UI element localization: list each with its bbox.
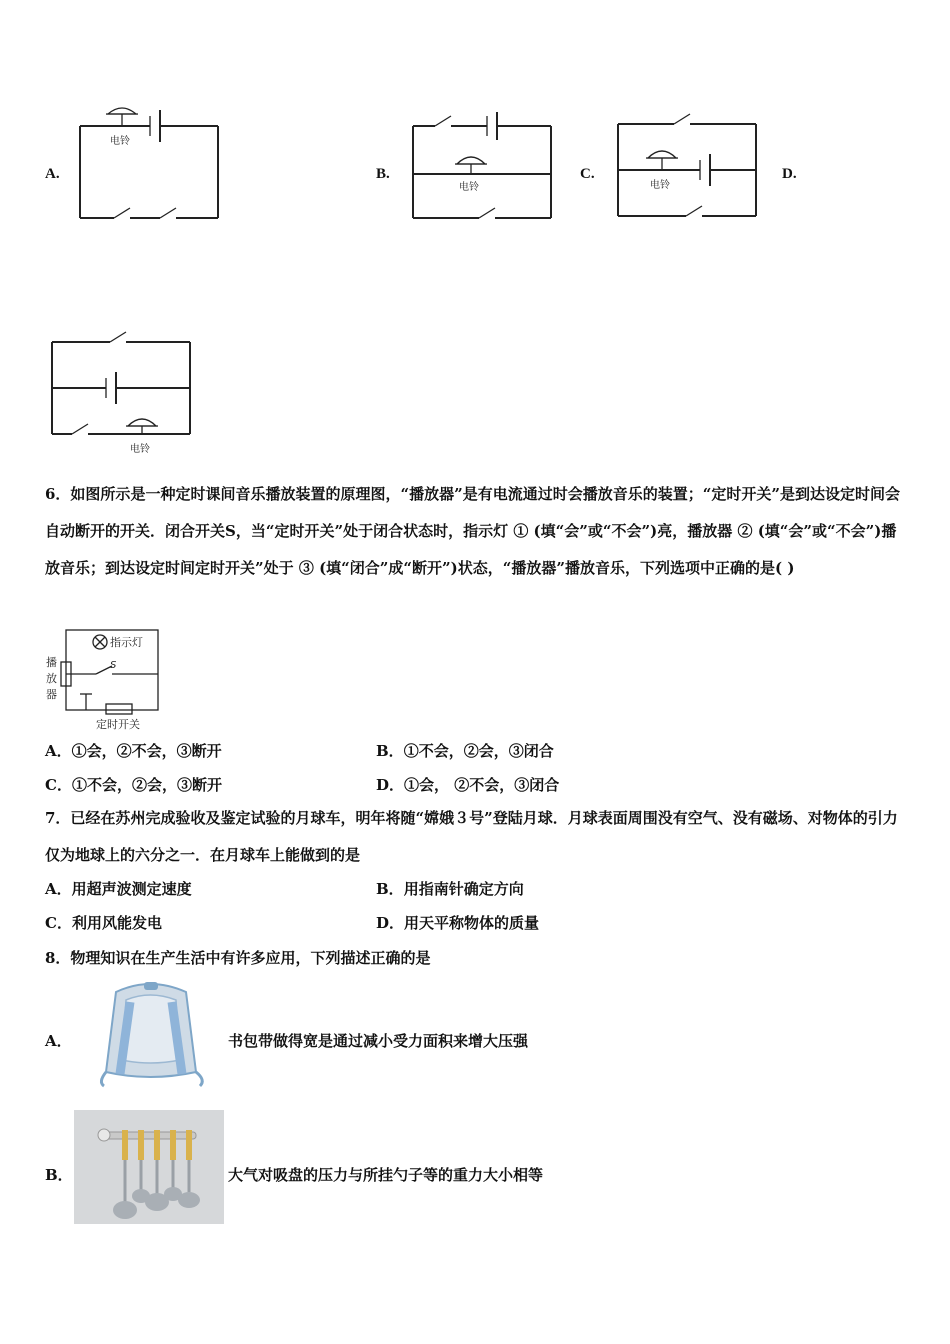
q7-option-d[interactable]: D．用天平称物体的质量 — [376, 914, 540, 932]
q6-option-a[interactable]: A．①会，②不会，③断开 — [45, 742, 222, 760]
indicator-label: 指示灯 — [110, 636, 143, 649]
bell-icon — [126, 419, 158, 434]
q7-option-a[interactable]: A．用超声波测定速度 — [45, 880, 192, 898]
bell-icon — [106, 108, 138, 126]
q8-option-a-text: 书包带做得宽是通过减小受力面积来增大压强 — [228, 1032, 529, 1050]
q7-option-c[interactable]: C．利用风能发电 — [45, 914, 162, 932]
timer-label: 定时开关 — [96, 718, 140, 731]
q6-question-text: 6．如图所示是一种定时课间音乐播放装置的原理图，“播放器”是有电流通过时会播放音乐的装置；“定时开关”是到达设定时间会自动断开的开关．闭合开关S，当“定时开关”处于闭合状态时，指示灯 ① (填“会”或“不会”)亮，播放器 ② (填“会”或“不会”)播放音乐；到达设定时间定时开关”处于 ③ (填“闭合”成“断开”)状态，“播放器”播放音乐，下列选项中正确的是( ) — [45, 485, 900, 577]
lamp-icon — [93, 635, 107, 649]
ladles-image — [74, 1110, 224, 1224]
q5-circuit-b — [405, 108, 557, 224]
q7-option-b[interactable]: B．用指南针确定方向 — [376, 880, 524, 898]
q8-option-b-label[interactable]: B． — [45, 1166, 73, 1184]
player-label-3: 器 — [46, 688, 57, 701]
q8-option-b-text: 大气对吸盘的压力与所挂勺子等的重力大小相等 — [228, 1166, 544, 1184]
bell-label: 电铃 — [459, 182, 479, 193]
q8-question-text: 8．物理知识在生产生活中有许多应用，下列描述正确的是 — [45, 949, 431, 967]
backpack-image — [90, 978, 210, 1090]
timer-switch-box — [106, 704, 132, 714]
bell-label: 电铃 — [110, 136, 130, 147]
q6-option-d[interactable]: D．①会， ②不会，③闭合 — [376, 776, 560, 794]
q5-option-c-label: C. — [580, 166, 595, 182]
q7-question-text: 7．已经在苏州完成验收及鉴定试验的月球车，明年将随“嫦娥３号”登陆月球．月球表面周围没有空气、没有磁场、对物体的引力仅为地球上的六分之一．在月球车上能做到的是 — [45, 809, 898, 864]
switch-label: S — [110, 660, 117, 671]
bell-label: 电铃 — [650, 180, 670, 191]
q5-option-a-label: A. — [45, 166, 60, 182]
q6-option-b[interactable]: B．①不会，②会，③闭合 — [376, 742, 554, 760]
bell-icon — [455, 157, 487, 174]
q5-circuit-a — [72, 98, 232, 226]
player-label-1: 播 — [46, 656, 57, 669]
player-label-2: 放 — [46, 672, 57, 685]
q6-circuit-diagram — [44, 624, 170, 732]
q6-option-c[interactable]: C．①不会，②会，③断开 — [45, 776, 222, 794]
bell-label: 电铃 — [130, 444, 150, 455]
q5-option-d-label: D. — [782, 166, 797, 182]
q5-circuit-d — [44, 326, 198, 458]
q5-circuit-c — [610, 108, 762, 224]
bell-icon — [646, 151, 678, 170]
q5-option-b-label: B. — [376, 166, 390, 182]
q8-option-a-label[interactable]: A． — [45, 1032, 72, 1050]
